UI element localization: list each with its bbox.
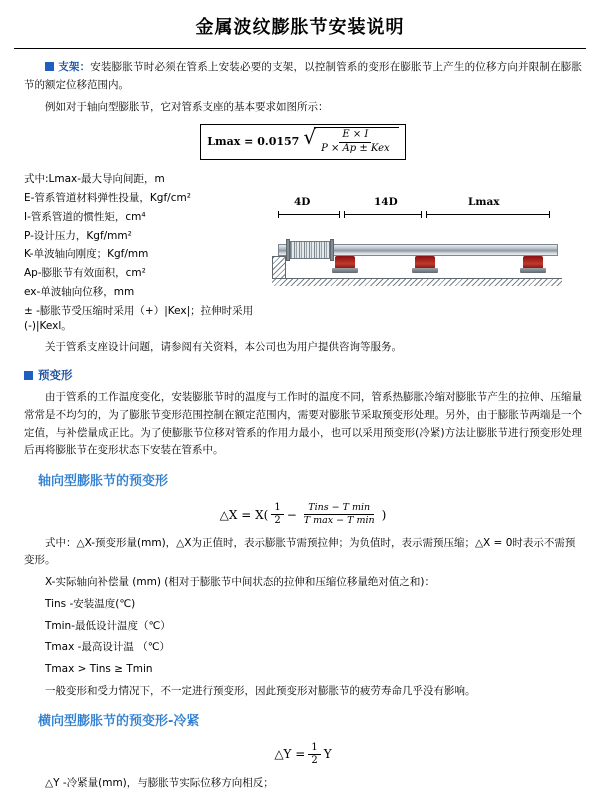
- support-section-intro: [24, 59, 582, 95]
- lateral-formula-lhs: △Y =: [274, 747, 306, 762]
- lmax-formula: [24, 124, 582, 160]
- figure-labels: [272, 194, 562, 210]
- support-example-text: 例如对于轴向型膨胀节，它对管系支座的基本要求如图所示：: [45, 100, 329, 113]
- axial-predeform-heading: 轴向型膨胀节的预变形: [38, 474, 169, 490]
- lateral-predeform-notes: [24, 775, 582, 792]
- axial-formula-minus: −: [286, 507, 297, 522]
- lmax-formula-numerator: E × I: [339, 129, 371, 143]
- lateral-formula-half-num: 1: [308, 742, 320, 755]
- list-item: 一般变形和受力情况下，不一定进行预变形，因此预变形对膨胀节的疲劳寿命几乎没有影响。: [45, 684, 476, 697]
- list-item: K-单波轴向刚度；Kgf/mm: [24, 248, 149, 261]
- list-item: 式中:Lmax-最大导向间距，m: [24, 173, 165, 186]
- support-closing-text: 关于管系支座设计问题，请参阅有关资料，本公司也为用户提供咨询等服务。: [45, 341, 402, 354]
- pipe-support-icon: [520, 256, 546, 278]
- pipe-support-icon: [332, 256, 358, 278]
- support-intro-text: 安装膨胀节时必须在管系上安装必要的支架，以控制管系的变形在膨胀节上产生的位移方向并限制在膨胀节的额定位移范围内。: [24, 60, 583, 91]
- axial-formula-half-num: 1: [271, 502, 283, 515]
- list-item: P-设计压力，Kgf/mm²: [24, 229, 132, 242]
- list-item: Tmin-最低设计温度（℃）: [45, 619, 171, 632]
- title-divider: [14, 48, 586, 49]
- pipe-support-icon: [412, 256, 438, 278]
- dimension-line-14d: [344, 214, 422, 215]
- axial-formula-half-den: 2: [274, 515, 281, 527]
- list-item: E-管系管道材料弹性投量，Kgf/cm²: [24, 192, 191, 205]
- axial-formula-rhs: ): [381, 507, 387, 522]
- list-item: Tmax > Tins ≥ Tmin: [45, 663, 153, 676]
- axial-formula-frac-den: T max − T min: [303, 515, 375, 527]
- document-body: [0, 59, 600, 792]
- list-item: Tins -安装温度(℃): [45, 597, 136, 610]
- definition-list: [24, 172, 272, 335]
- lateral-formula-half-den: 2: [311, 754, 318, 766]
- axial-predeform-formula: [24, 502, 582, 527]
- lmax-formula-radical: [303, 127, 398, 156]
- figure-label-lmax: Lmax: [468, 196, 500, 209]
- lmax-formula-lhs: Lmax = 0.0157: [207, 135, 300, 149]
- figure-label-14d: 14D: [374, 196, 398, 209]
- lmax-formula-box: [200, 124, 405, 160]
- axial-formula-temp-fraction: [300, 502, 379, 527]
- axial-formula-lhs: △X = X(: [219, 507, 269, 522]
- blue-square-bullet-icon: [45, 62, 54, 71]
- axial-formula-half: [271, 502, 283, 527]
- figure-column: [272, 166, 582, 339]
- list-item: ± -膨胀节受压缩时采用（+）|Kex|；拉伸时采用(-)|Kexl。: [24, 304, 254, 333]
- page-title: 金属波纹膨胀节安装说明: [195, 17, 405, 38]
- list-item: Ap-膨胀节有效面积，cm²: [24, 267, 146, 280]
- list-item: △Y -冷紧量(mm)，与膨胀节实际位移方向相反；: [45, 776, 274, 789]
- lateral-predeform-formula: [24, 742, 582, 767]
- flange-icon: [286, 239, 290, 261]
- figure-dimension-lines: [272, 210, 562, 220]
- blue-square-bullet-icon: [24, 371, 33, 380]
- predeform-paragraph: 由于管系的工作温度变化，安装膨胀节时的温度与工作时的温度不同，管系热膨胀冷缩对膨胀节产生的拉伸、压缩量常常是不均匀的，为了膨胀节变形范围控制在额定范围内，需要对膨胀节采取预变形处理。另外，由于膨胀节两端是一个定值，与补偿量成正比。为了使膨胀节位移对管系的作用力最小，也可以采用预变形(冷紧)方法让膨胀节进行预变形处理后再将膨胀节在变形状态下安装在管系中。: [24, 390, 582, 457]
- list-item: Tmax -最高设计温 （℃）: [45, 641, 171, 654]
- predeform-heading-row: [24, 367, 582, 385]
- definitions-and-figure-row: [24, 166, 582, 339]
- lmax-formula-denominator: P × Ap ± Kex: [321, 142, 390, 154]
- document-page: [0, 14, 600, 789]
- support-heading: 支架：: [58, 60, 91, 73]
- list-item: I-管系管道的惯性矩，cm⁴: [24, 210, 146, 223]
- lateral-formula-half: [308, 742, 320, 767]
- list-item: X-实际轴向补偿量 (mm) (相对于膨胀节中间状态的拉伸和压缩位移量绝对值之和)：: [45, 575, 435, 588]
- radical-sign-icon: √: [303, 125, 317, 150]
- figure-label-4d: 4D: [294, 196, 311, 209]
- definitions-column: [24, 166, 272, 339]
- dimension-line-4d: [278, 214, 340, 215]
- bellows-icon: [290, 241, 330, 259]
- axial-formula-frac-num: Tins − T min: [304, 502, 374, 515]
- list-item: ex-单波轴向位移，mm: [24, 285, 135, 298]
- figure-pipe-assembly: [272, 222, 562, 294]
- list-item: 式中：△X-预变形量(mm)，△X为正值时，表示膨胀节需预拉伸；为负值时，表示需预压缩；△X = 0时表示不需预变形。: [24, 537, 576, 567]
- lateral-formula-rhs: Y: [323, 747, 332, 762]
- dimension-line-lmax: [426, 214, 550, 215]
- lateral-predeform-heading: 横向型膨胀节的预变形-冷紧: [38, 713, 200, 729]
- axial-expansion-joint-piping-diagram: [272, 194, 562, 298]
- axial-predeform-notes: [24, 535, 582, 699]
- predeform-heading: 预变形: [38, 368, 73, 383]
- ground-hatch: [272, 278, 562, 286]
